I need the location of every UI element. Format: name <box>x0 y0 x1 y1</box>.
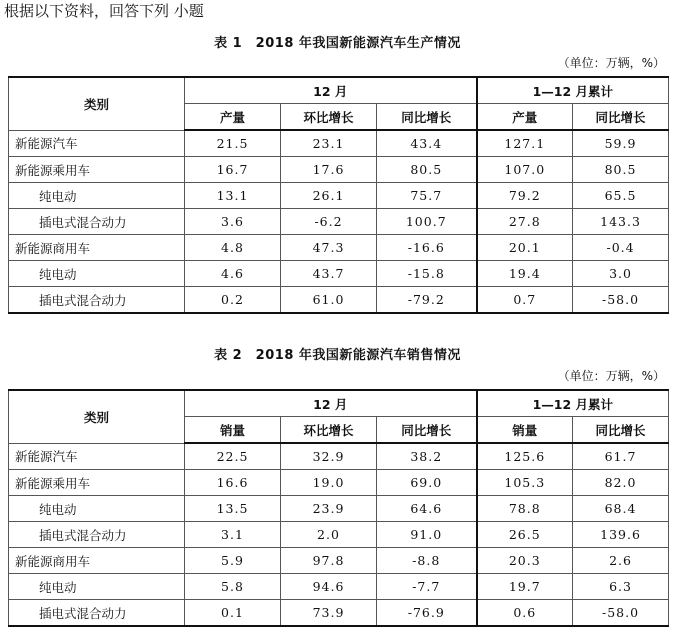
month-amount-cell: 16.7 <box>185 157 281 183</box>
cum-amount-cell: 125.6 <box>477 443 573 470</box>
month-yoy-cell: 69.0 <box>377 470 477 496</box>
cum-yoy-cell: 65.5 <box>573 183 669 209</box>
header-cum-sales: 销量 <box>477 417 573 444</box>
table-row <box>9 209 669 235</box>
table2-caption: 表 2 2018 年我国新能源汽车销售情况 <box>214 348 461 363</box>
table-row <box>9 574 669 600</box>
category-cell: 纯电动 <box>9 574 185 600</box>
header-cum-output: 产量 <box>477 104 573 131</box>
month-mom-cell: 73.9 <box>281 600 377 627</box>
table1-unit: （单位：万辆，%） <box>557 56 665 70</box>
month-yoy-cell: 80.5 <box>377 157 477 183</box>
cum-yoy-cell: 3.0 <box>573 261 669 287</box>
cum-yoy-cell: -58.0 <box>573 600 669 627</box>
cum-yoy-cell: 80.5 <box>573 157 669 183</box>
cum-amount-cell: 78.8 <box>477 496 573 522</box>
month-yoy-cell: -16.6 <box>377 235 477 261</box>
cum-yoy-cell: 6.3 <box>573 574 669 600</box>
cum-yoy-cell: 82.0 <box>573 470 669 496</box>
month-mom-cell: 19.0 <box>281 470 377 496</box>
category-cell: 纯电动 <box>9 261 185 287</box>
category-cell: 插电式混合动力 <box>9 600 185 627</box>
month-yoy-cell: 91.0 <box>377 522 477 548</box>
month-amount-cell: 4.8 <box>185 235 281 261</box>
header-group-month: 12 月 <box>185 390 477 417</box>
cum-amount-cell: 107.0 <box>477 157 573 183</box>
month-yoy-cell: 43.4 <box>377 130 477 157</box>
month-amount-cell: 13.1 <box>185 183 281 209</box>
month-mom-cell: 26.1 <box>281 183 377 209</box>
month-mom-cell: 47.3 <box>281 235 377 261</box>
month-mom-cell: -6.2 <box>281 209 377 235</box>
month-amount-cell: 22.5 <box>185 443 281 470</box>
production-table-body <box>9 130 669 313</box>
sales-table-body <box>9 443 669 626</box>
table-row <box>9 522 669 548</box>
table-row <box>9 496 669 522</box>
cum-amount-cell: 105.3 <box>477 470 573 496</box>
table-row <box>9 235 669 261</box>
month-mom-cell: 2.0 <box>281 522 377 548</box>
table-row <box>9 130 669 157</box>
month-mom-cell: 97.8 <box>281 548 377 574</box>
cum-amount-cell: 0.6 <box>477 600 573 627</box>
month-amount-cell: 5.8 <box>185 574 281 600</box>
month-amount-cell: 3.6 <box>185 209 281 235</box>
cum-yoy-cell: 143.3 <box>573 209 669 235</box>
cum-amount-cell: 19.7 <box>477 574 573 600</box>
table-row <box>9 183 669 209</box>
cum-yoy-cell: 61.7 <box>573 443 669 470</box>
month-amount-cell: 0.2 <box>185 287 281 314</box>
month-mom-cell: 17.6 <box>281 157 377 183</box>
table-row <box>9 470 669 496</box>
cum-amount-cell: 0.7 <box>477 287 573 314</box>
cum-amount-cell: 20.1 <box>477 235 573 261</box>
month-amount-cell: 0.1 <box>185 600 281 627</box>
month-yoy-cell: -76.9 <box>377 600 477 627</box>
cum-yoy-cell: -58.0 <box>573 287 669 314</box>
month-yoy-cell: -15.8 <box>377 261 477 287</box>
month-amount-cell: 16.6 <box>185 470 281 496</box>
table-row <box>9 157 669 183</box>
month-mom-cell: 23.1 <box>281 130 377 157</box>
table-row <box>9 261 669 287</box>
header-group-cumulative: 1—12 月累计 <box>477 390 669 417</box>
table1-caption: 表 1 2018 年我国新能源汽车生产情况 <box>214 36 461 51</box>
category-cell: 插电式混合动力 <box>9 287 185 314</box>
month-mom-cell: 23.9 <box>281 496 377 522</box>
month-yoy-cell: -7.7 <box>377 574 477 600</box>
month-yoy-cell: -79.2 <box>377 287 477 314</box>
month-amount-cell: 5.9 <box>185 548 281 574</box>
cum-amount-cell: 27.8 <box>477 209 573 235</box>
question-intro: 根据以下资料，回答下列 小题 <box>4 2 204 20</box>
category-cell: 新能源商用车 <box>9 235 185 261</box>
category-cell: 纯电动 <box>9 183 185 209</box>
month-amount-cell: 3.1 <box>185 522 281 548</box>
cum-amount-cell: 79.2 <box>477 183 573 209</box>
category-cell: 插电式混合动力 <box>9 522 185 548</box>
header-category: 类别 <box>9 77 185 130</box>
cum-yoy-cell: 2.6 <box>573 548 669 574</box>
category-cell: 新能源汽车 <box>9 443 185 470</box>
month-mom-cell: 61.0 <box>281 287 377 314</box>
category-cell: 新能源乘用车 <box>9 470 185 496</box>
month-amount-cell: 4.6 <box>185 261 281 287</box>
month-yoy-cell: 38.2 <box>377 443 477 470</box>
cum-yoy-cell: 139.6 <box>573 522 669 548</box>
month-mom-cell: 43.7 <box>281 261 377 287</box>
header-group-month: 12 月 <box>185 77 477 104</box>
month-mom-cell: 94.6 <box>281 574 377 600</box>
month-yoy-cell: -8.8 <box>377 548 477 574</box>
header-cum-yoy: 同比增长 <box>573 417 669 444</box>
header-month-mom: 环比增长 <box>281 417 377 444</box>
cum-amount-cell: 127.1 <box>477 130 573 157</box>
category-cell: 新能源乘用车 <box>9 157 185 183</box>
header-group-cumulative: 1—12 月累计 <box>477 77 669 104</box>
table-row <box>9 548 669 574</box>
month-yoy-cell: 64.6 <box>377 496 477 522</box>
header-month-mom: 环比增长 <box>281 104 377 131</box>
month-amount-cell: 13.5 <box>185 496 281 522</box>
cum-yoy-cell: 68.4 <box>573 496 669 522</box>
table-row <box>9 600 669 627</box>
header-month-output: 产量 <box>185 104 281 131</box>
cum-yoy-cell: -0.4 <box>573 235 669 261</box>
month-yoy-cell: 75.7 <box>377 183 477 209</box>
header-month-sales: 销量 <box>185 417 281 444</box>
sales-table <box>8 389 669 627</box>
category-cell: 新能源商用车 <box>9 548 185 574</box>
cum-yoy-cell: 59.9 <box>573 130 669 157</box>
category-cell: 插电式混合动力 <box>9 209 185 235</box>
header-month-yoy: 同比增长 <box>377 104 477 131</box>
category-cell: 纯电动 <box>9 496 185 522</box>
table2-unit: （单位：万辆，%） <box>557 369 665 383</box>
table-row <box>9 443 669 470</box>
month-yoy-cell: 100.7 <box>377 209 477 235</box>
header-cum-yoy: 同比增长 <box>573 104 669 131</box>
cum-amount-cell: 26.5 <box>477 522 573 548</box>
header-category: 类别 <box>9 390 185 443</box>
table-row <box>9 287 669 314</box>
cum-amount-cell: 20.3 <box>477 548 573 574</box>
month-amount-cell: 21.5 <box>185 130 281 157</box>
header-month-yoy: 同比增长 <box>377 417 477 444</box>
production-table <box>8 76 669 314</box>
cum-amount-cell: 19.4 <box>477 261 573 287</box>
category-cell: 新能源汽车 <box>9 130 185 157</box>
month-mom-cell: 32.9 <box>281 443 377 470</box>
